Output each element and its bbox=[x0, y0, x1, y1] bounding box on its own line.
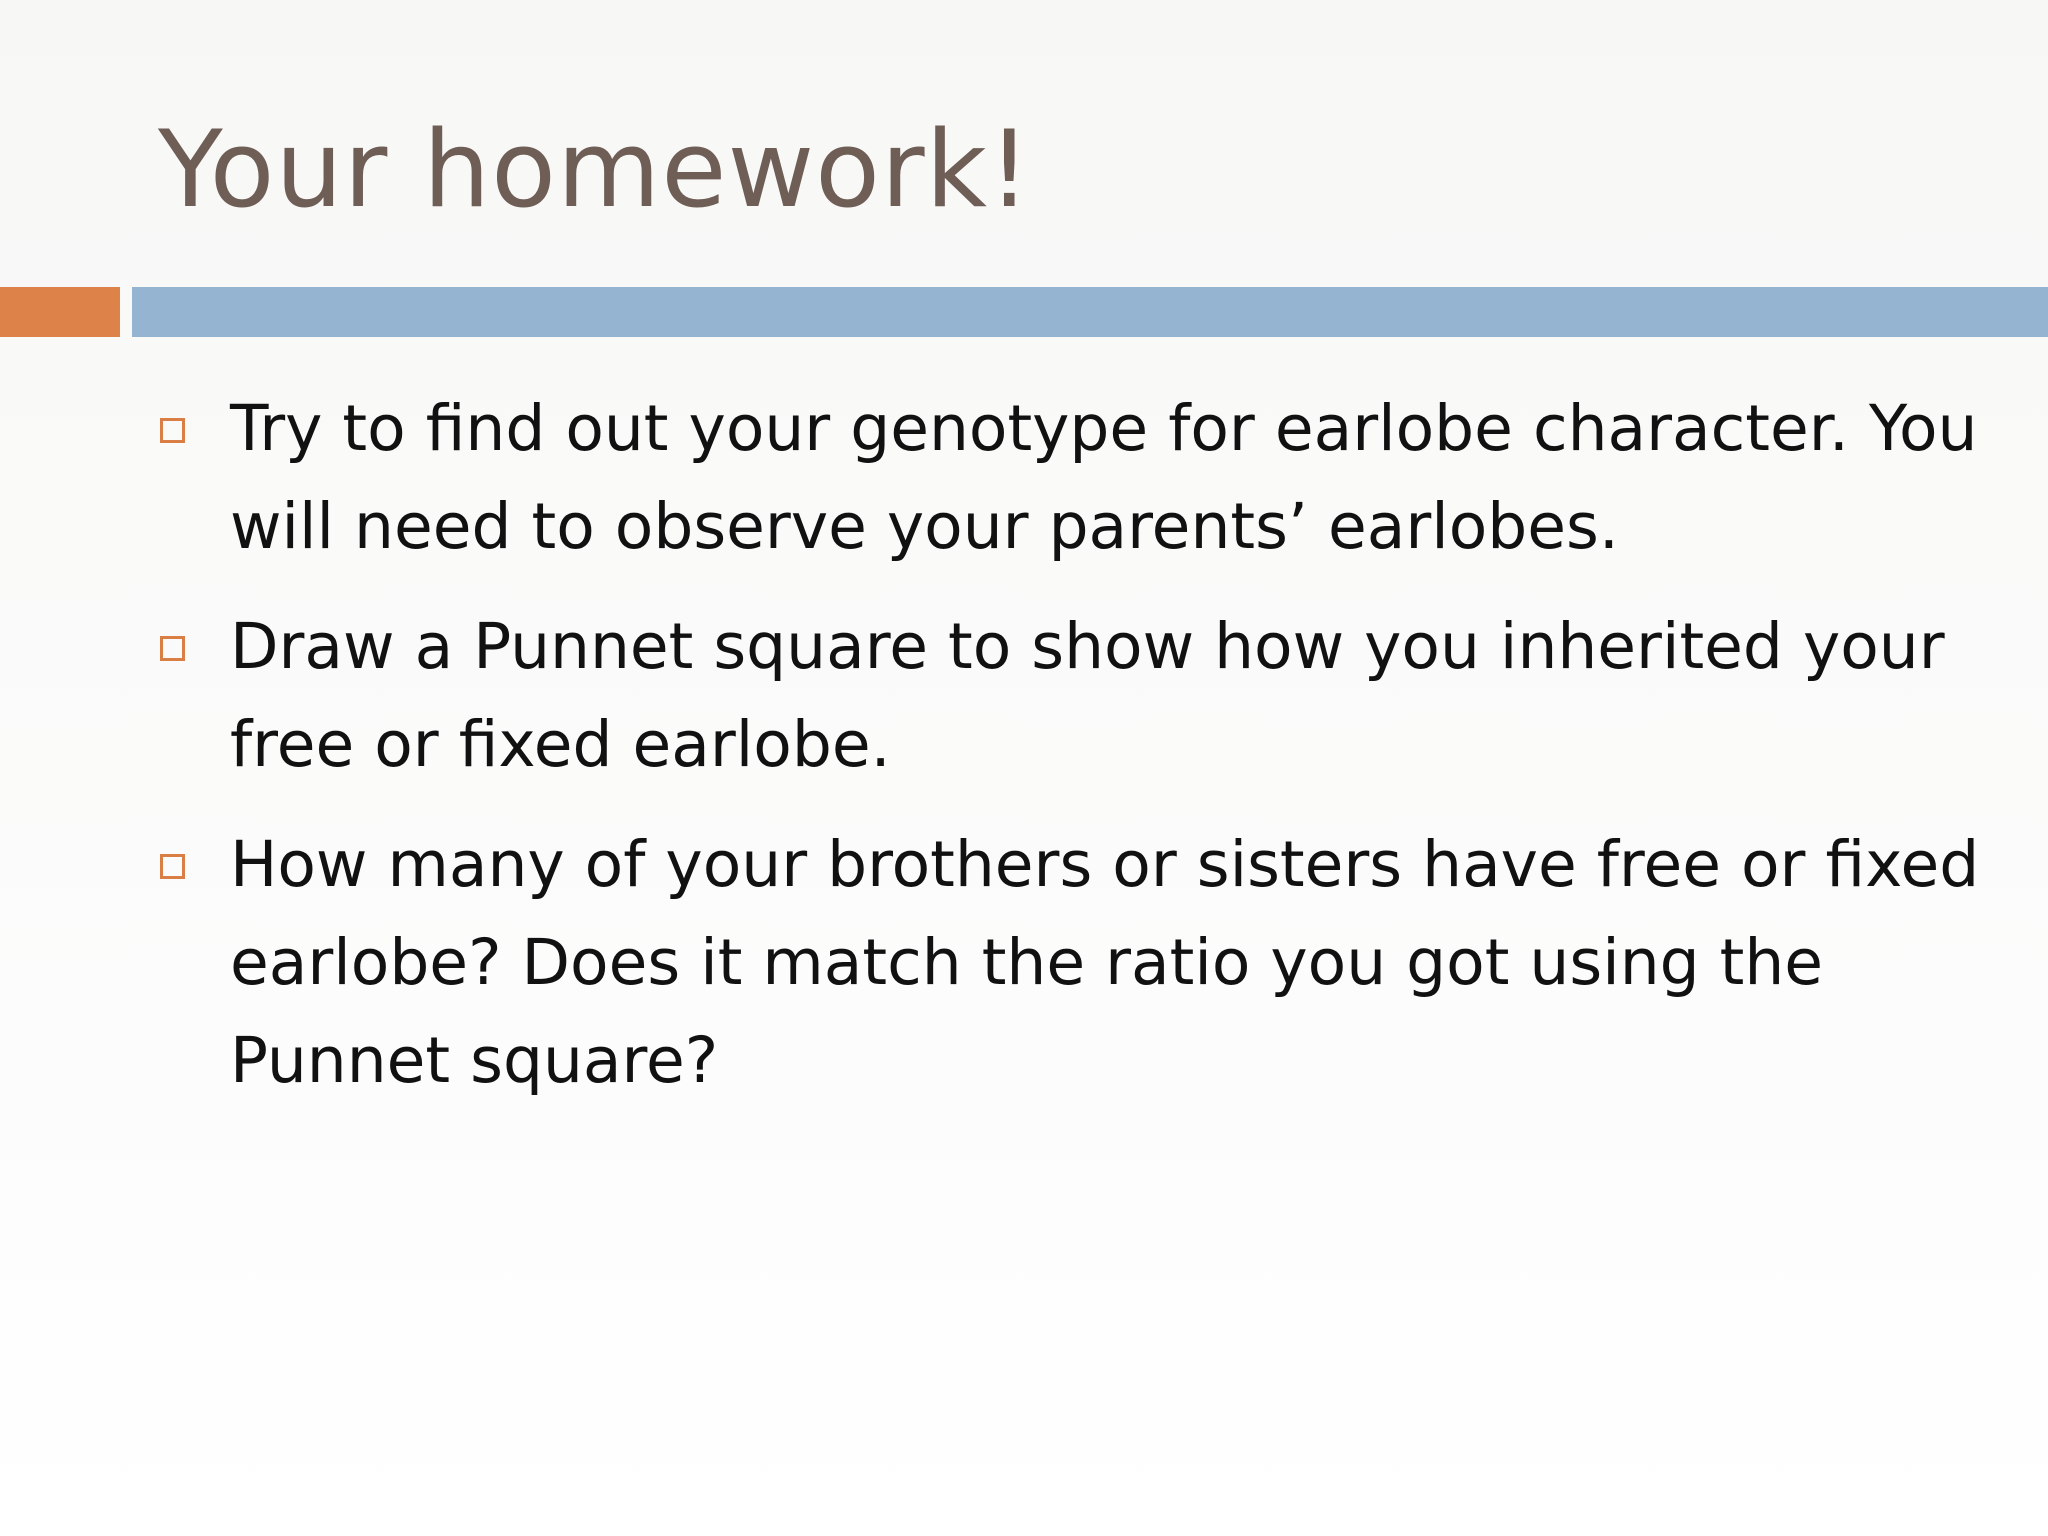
bullet-item bbox=[158, 816, 1998, 1110]
bullet-text: Draw a Punnet square to show how you inherited your free or fixed earlobe. bbox=[230, 610, 1945, 781]
slide-title: Your homework! bbox=[158, 108, 1032, 231]
hollow-square-icon bbox=[160, 636, 185, 661]
hollow-square-icon bbox=[160, 418, 185, 443]
bullet-item bbox=[158, 598, 1998, 794]
bullet-list bbox=[158, 380, 1998, 1132]
bullet-text: Try to find out your genotype for earlobe character. You will need to observe your parents’ earlobes. bbox=[230, 392, 1978, 563]
hollow-square-icon bbox=[160, 854, 185, 879]
bullet-text: How many of your brothers or sisters have free or fixed earlobe? Does it match the ratio you got using the Punnet square? bbox=[230, 828, 1980, 1097]
title-divider-bar bbox=[132, 287, 2048, 337]
title-accent-bar bbox=[0, 287, 120, 337]
bullet-item bbox=[158, 380, 1998, 576]
